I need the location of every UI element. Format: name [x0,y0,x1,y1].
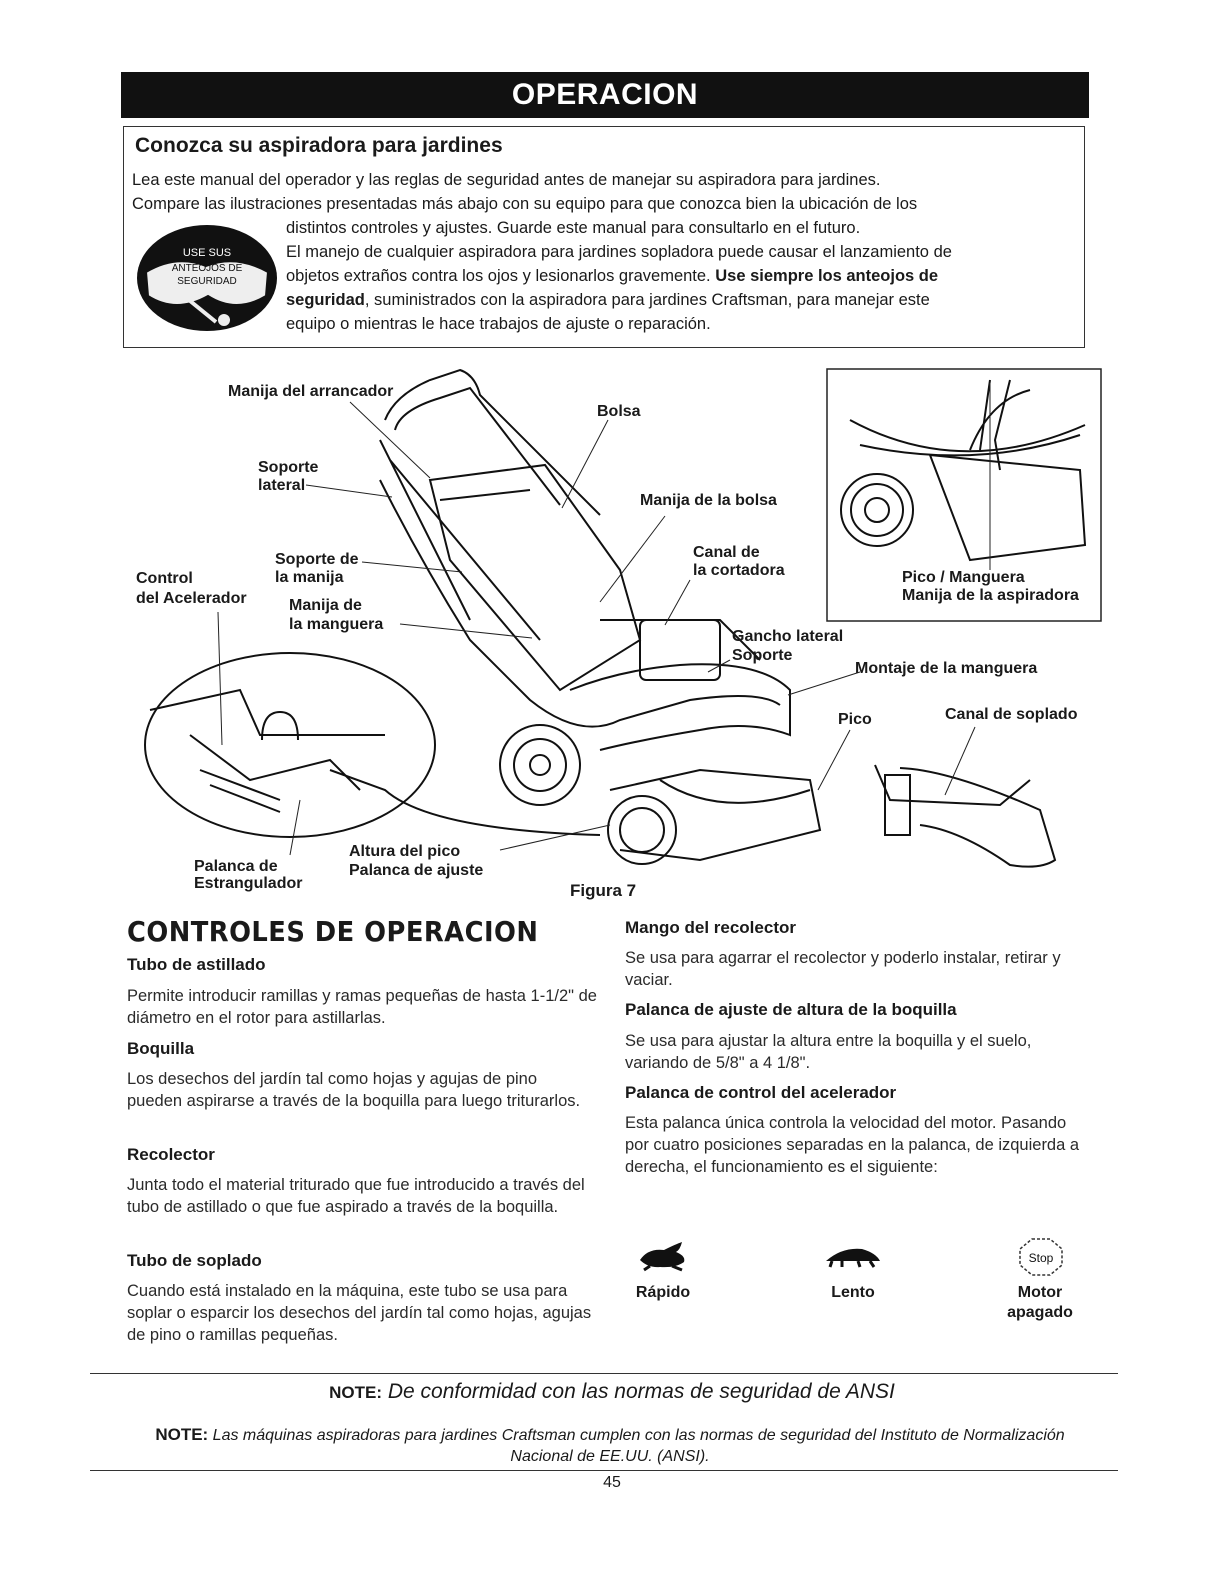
control-text: Esta palanca única controla la velocidad del motor. Pasando por cuatro posiciones separadas en la palanca, de izquierda a derecha, el funcionamiento es el siguiente: [625,1114,1080,1176]
ansi-note-text: NOTE: Las máquinas aspiradoras para jardines Craftsman cumplen con las normas de seguridad del Instituto de Normalización Nacional de EE.UU. (ANSI). [155,1425,1065,1465]
control-text: Permite introducir ramillas y ramas pequeñas de hasta 1-1/2" de diámetro en el rotor para astillarlas. [127,987,597,1027]
control-heading: Tubo de astillado [127,955,266,974]
section-header: OPERACION [121,72,1089,118]
label-canal-cortadora: la cortadora [693,562,785,579]
goggles-text: USE SUS [182,247,232,259]
label-altura-pico: Altura del pico [349,843,461,860]
label-manija-manguera: Manija de [289,597,362,614]
intro-title: Conozca su aspiradora para jardines [135,134,503,157]
control-text: Se usa para ajustar la altura entre la boquilla y el suelo, variando de 5/8" a 4 1/8". [625,1032,1032,1072]
label-palanca-estrangulador: Palanca de [194,858,278,875]
control-heading: Tubo de soplado [127,1251,262,1270]
ansi-note-heading: NOTE: De conformidad con las normas de seguridad de ANSI [329,1380,895,1403]
speed-fast-label: Rápido [635,1284,691,1301]
page-number: 45 [603,1474,621,1491]
turtle-icon [822,1245,884,1271]
label-altura-pico: Palanca de ajuste [349,862,484,879]
label-manija-bolsa: Manija de la bolsa [640,492,777,509]
label-gancho-lateral: Gancho lateral [732,628,844,645]
label-bolsa: Bolsa [597,403,641,420]
stop-icon [1018,1237,1064,1277]
figure-caption: Figura 7 [570,881,637,900]
label-canal-cortadora: Canal de [693,544,760,561]
label-canal-soplado: Canal de soplado [945,706,1078,723]
divider [90,1470,1118,1471]
label-soporte-manija: Soporte de [275,551,359,568]
goggles-text: ANTEOJOS DE [171,263,243,274]
intro-line: equipo o mientras le hace trabajos de ajuste o reparación. [286,315,711,333]
control-heading: Palanca de control del acelerador [625,1083,897,1102]
label-control-acelerador: Control [136,570,193,587]
speed-off-label: Motor [1017,1284,1063,1301]
label-pico-manguera: Pico / Manguera [902,569,1025,586]
intro-line: seguridad, suministrados con la aspiradora para jardines Craftsman, para manejar este [286,291,930,309]
intro-line: objetos extraños contra los ojos y lesionarlos gravemente. Use siempre los anteojos de [286,267,939,285]
stop-icon-text: Stop [1028,1251,1054,1265]
speed-off-label: apagado [1007,1304,1073,1321]
intro-line: distintos controles y ajustes. Guarde este manual para consultarlo en el futuro. [286,219,861,237]
label-soporte-lateral: Soporte [258,459,319,476]
controls-title: CONTROLES DE OPERACION [127,915,539,948]
label-soporte-lateral: lateral [258,477,306,494]
control-text: Junta todo el material triturado que fue introducido a través del tubo de astillado o que fue aspirado a través de la boquilla. [127,1176,585,1216]
divider [90,1373,1118,1374]
control-heading: Recolector [127,1145,215,1164]
control-text: Se usa para agarrar el recolector y poderlo instalar, retirar y vaciar. [625,949,1061,989]
label-pico-manguera: Manija de la aspiradora [902,587,1079,604]
intro-line: El manejo de cualquier aspiradora para jardines sopladora puede causar el lanzamiento de [286,243,952,261]
control-text: Los desechos del jardín tal como hojas y agujas de pino pueden aspirarse a través de la boquilla para luego triturarlos. [127,1070,581,1110]
label-palanca-estrangulador: Estrangulador [194,875,303,892]
intro-line: Lea este manual del operador y las reglas de seguridad antes de manejar su aspiradora para jardines. [132,171,881,189]
label-soporte-manija: la manija [275,569,344,586]
intro-line: Compare las ilustraciones presentadas más abajo con su equipo para que conozca bien la ubicación de los [132,195,918,213]
label-gancho-lateral: Soporte [732,647,793,664]
control-heading: Mango del recolector [625,918,796,937]
control-text: Cuando está instalado en la máquina, este tubo se usa para soplar o esparcir los desechos del jardín tal como hojas, agujas de pino o ramillas pequeñas. [127,1282,592,1344]
speed-slow-label: Lento [831,1284,875,1301]
label-manija-arrancador: Manija del arrancador [228,383,394,400]
control-heading: Boquilla [127,1039,195,1058]
goggles-text: SEGURIDAD [177,276,237,287]
label-manija-manguera: la manguera [289,616,384,633]
label-control-acelerador: del Acelerador [136,590,247,607]
label-montaje-manguera: Montaje de la manguera [855,660,1038,677]
rabbit-icon [636,1240,690,1272]
label-pico: Pico [838,711,872,728]
control-heading: Palanca de ajuste de altura de la boquilla [625,1000,957,1019]
